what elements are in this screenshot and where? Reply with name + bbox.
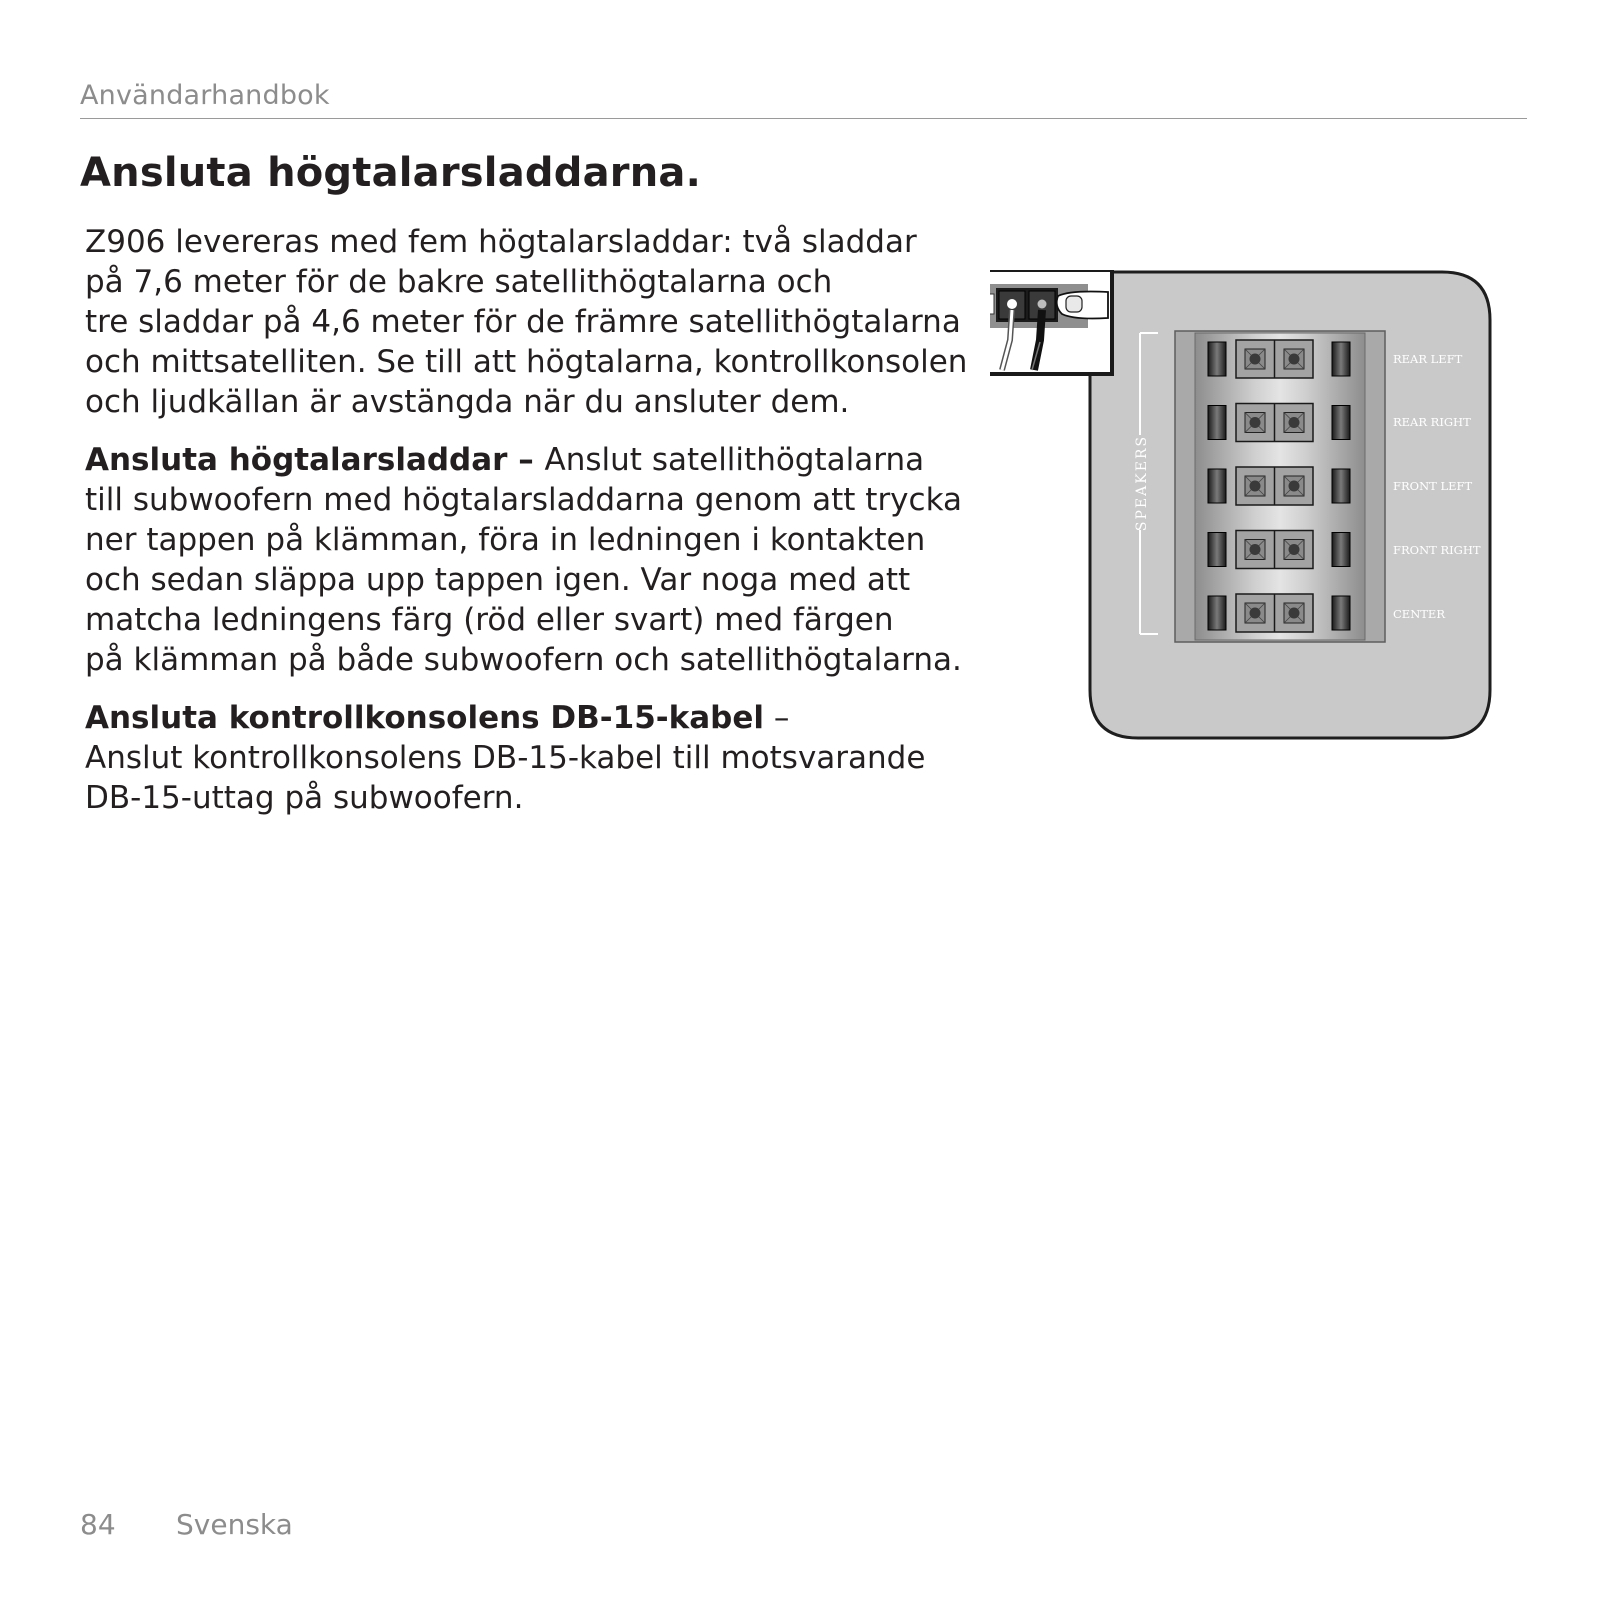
db15-heading: Ansluta kontrollkonsolens DB-15-kabel (85, 700, 765, 736)
running-header: Användarhandbok (80, 80, 330, 111)
speaker-wire-paragraph (85, 440, 962, 680)
speaker-wire-line: och sedan släppa upp tappen igen. Var noga med att (85, 562, 911, 598)
db15-paragraph (85, 698, 926, 818)
speaker-wire-line: ner tappen på klämman, föra in ledningen i kontakten (85, 522, 926, 558)
db15-first-line (85, 698, 920, 738)
page-title: Ansluta högtalarsladdarna. (80, 150, 701, 196)
channel-label-front-left: FRONT LEFT (1393, 479, 1473, 493)
release-tab (1332, 596, 1350, 630)
db15-line: Anslut kontrollkonsolens DB-15-kabel till motsvarande (85, 740, 926, 776)
page-number: 84 (80, 1508, 116, 1541)
wire-contact (1289, 354, 1300, 365)
channel-label-rear-right: REAR RIGHT (1393, 415, 1471, 429)
intro-paragraph (85, 222, 968, 422)
db15-dash: – (764, 700, 790, 736)
wire-contact (1289, 417, 1300, 428)
channel-label-center: CENTER (1393, 607, 1445, 621)
footer-language: Svenska (176, 1508, 293, 1541)
header-rule (80, 118, 1527, 119)
intro-line: och mittsatelliten. Se till att högtalarna, kontrollkonsolen (85, 344, 968, 380)
intro-line: på 7,6 meter för de bakre satellithögtalarna och (85, 264, 833, 300)
release-tab (1208, 469, 1226, 503)
speaker-wire-line: på klämman på både subwoofern och satellithögtalarna. (85, 642, 962, 678)
speaker-wire-line: till subwoofern med högtalarsladdarna genom att trycka (85, 482, 962, 518)
speaker-wire-dash: – (507, 442, 545, 478)
release-tab (1332, 406, 1350, 440)
body-text (85, 222, 968, 836)
speaker-wire-first-text: Anslut satellithögtalarna (544, 442, 925, 478)
intro-line: Z906 levereras med fem högtalarsladdar: två sladdar (85, 224, 917, 260)
wire-contact (1250, 481, 1261, 492)
release-tab (1208, 342, 1226, 376)
wire-contact (1250, 354, 1261, 365)
speaker-wire-heading: Ansluta högtalarsladdar (85, 442, 508, 478)
intro-line: och ljudkällan är avstängda när du ansluter dem. (85, 384, 850, 420)
wire-contact (1250, 417, 1261, 428)
wire-contact (1289, 608, 1300, 619)
speakers-label: SPEAKERS (1134, 434, 1150, 532)
wire-contact (1289, 544, 1300, 555)
wire-contact (1250, 544, 1261, 555)
db15-line: DB-15-uttag på subwoofern. (85, 780, 524, 816)
wire-contact (1250, 608, 1261, 619)
channel-label-rear-left: REAR LEFT (1393, 352, 1463, 366)
release-tab (1208, 596, 1226, 630)
release-tab (1332, 469, 1350, 503)
release-tab (1208, 533, 1226, 567)
intro-line: tre sladdar på 4,6 meter för de främre satellithögtalarna (85, 304, 961, 340)
channel-label-front-right: FRONT RIGHT (1393, 543, 1481, 557)
speaker-terminal-figure (990, 270, 1530, 770)
speaker-wire-line: matcha ledningens färg (röd eller svart) med färgen (85, 602, 894, 638)
speaker-wire-first-line (85, 440, 925, 480)
clip-detail-inset (990, 270, 1112, 374)
release-tab (1332, 342, 1350, 376)
release-tab (1332, 533, 1350, 567)
release-tab (1208, 406, 1226, 440)
wire-contact (1289, 481, 1300, 492)
